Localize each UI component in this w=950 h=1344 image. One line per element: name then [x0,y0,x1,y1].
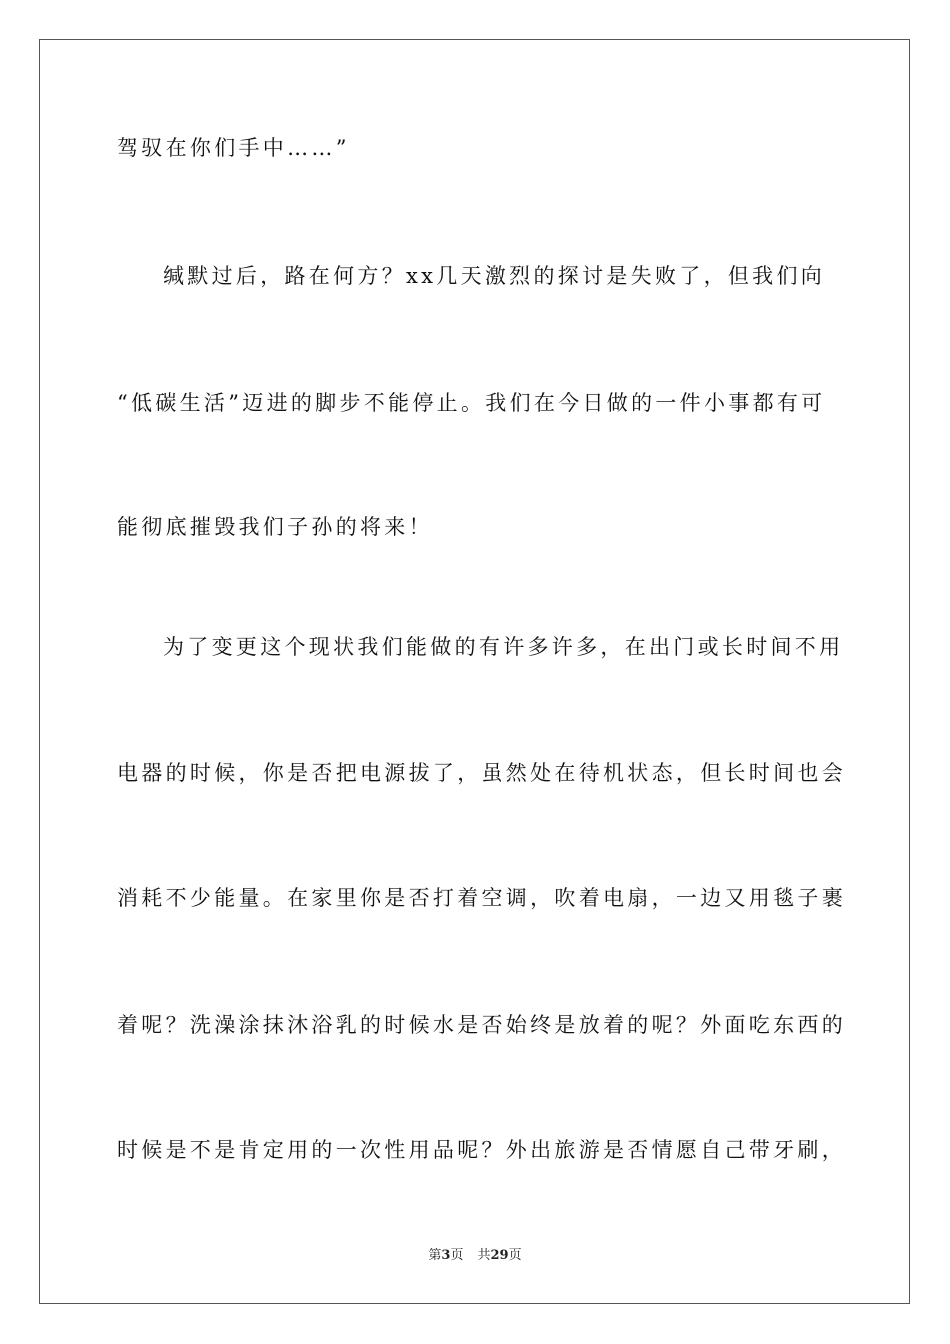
page-footer [0,1247,950,1265]
text-line: 为了变更这个现状我们能做的有许多许多，在出门或长时间不用 [163,635,844,659]
total-suffix: 页 [508,1248,522,1263]
total-prefix: 共 [477,1248,491,1263]
text-line: 着呢？洗澡涂抹沐浴乳的时候水是否始终是放着的呢？外面吃东西的 [117,1013,846,1037]
text-line: 消耗不少能量。在家里你是否打着空调，吹着电扇，一边又用毯子裹 [117,886,846,910]
text-line: “低碳生活”迈进的脚步不能停止。我们在今日做的一件小事都有可 [117,391,826,415]
page-number: 3 [441,1248,451,1263]
text-line: 驾驭在你们手中……” [117,136,350,160]
text-line: 能彻底摧毁我们子孙的将来！ [117,515,433,539]
page-frame [39,39,910,1304]
page-suffix: 页 [450,1248,464,1263]
total-pages: 29 [490,1248,509,1263]
text-line: 时候是不是肯定用的一次性用品呢？外出旅游是否情愿自己带牙刷， [117,1138,846,1162]
page-prefix: 第 [428,1248,442,1263]
text-line: 电器的时候，你是否把电源拔了，虽然处在待机状态，但长时间也会 [117,761,846,785]
text-line: 缄默过后，路在何方？xx几天激烈的探讨是失败了，但我们向 [163,264,826,288]
